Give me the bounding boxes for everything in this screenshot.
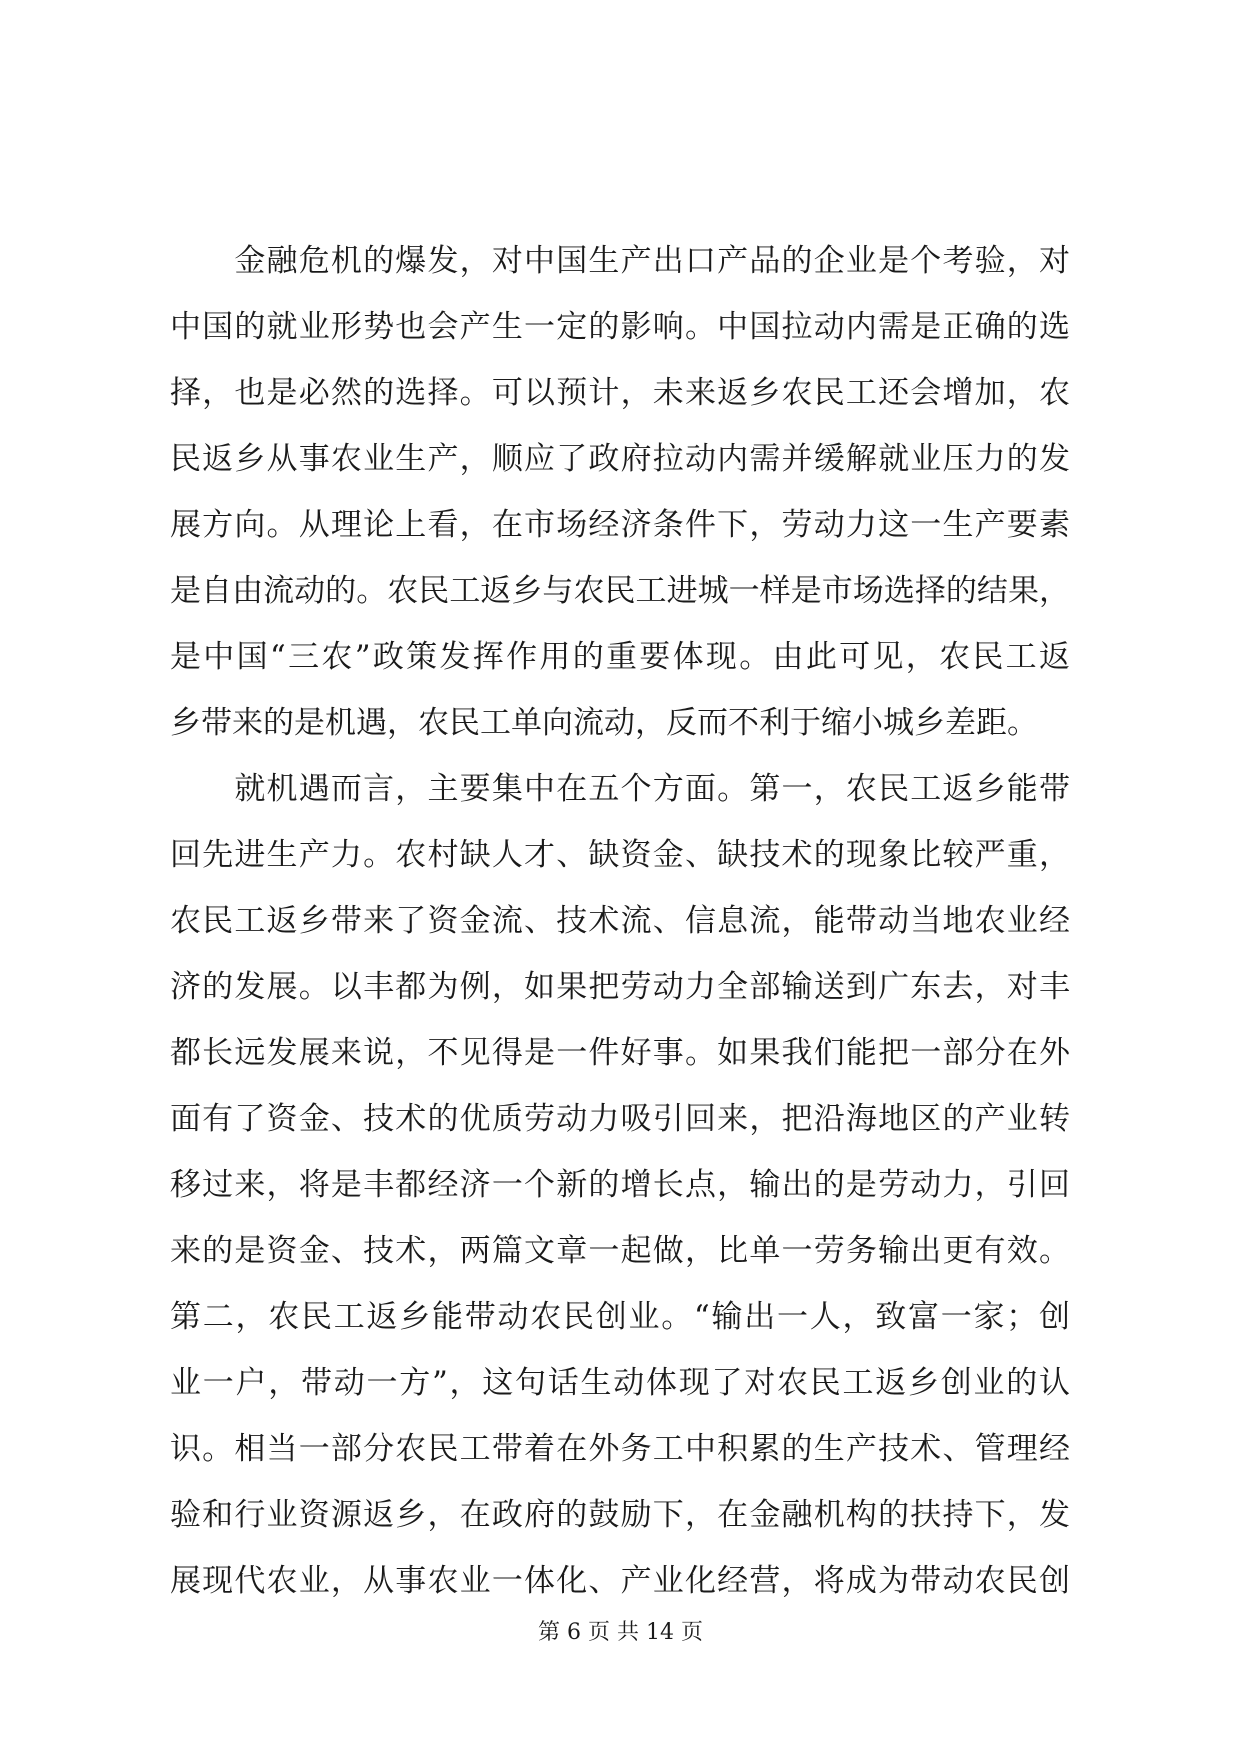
- text-line: 乡带来的是机遇，农民工单向流动，反而不利于缩小城乡差距。: [170, 705, 1038, 741]
- text-line: 移过来，将是丰都经济一个新的增长点，输出的是劳动力，引回: [170, 1167, 1070, 1203]
- text-line: 是自由流动的。农民工返乡与农民工进城一样是市场选择的结果，: [170, 573, 1070, 609]
- text-line: 都长远发展来说，不见得是一件好事。如果我们能把一部分在外: [170, 1035, 1070, 1071]
- body-text: [170, 228, 1070, 1614]
- text-line: 农民工返乡带来了资金流、技术流、信息流，能带动当地农业经: [170, 903, 1070, 939]
- text-line: 验和行业资源返乡，在政府的鼓励下，在金融机构的扶持下，发: [170, 1497, 1070, 1533]
- text-line: 面有了资金、技术的优质劳动力吸引回来，把沿海地区的产业转: [170, 1101, 1070, 1137]
- text-line: 金融危机的爆发，对中国生产出口产品的企业是个考验，对: [170, 243, 1070, 279]
- text-line: 展方向。从理论上看，在市场经济条件下，劳动力这一生产要素: [170, 507, 1070, 543]
- text-line: 济的发展。以丰都为例，如果把劳动力全部输送到广东去，对丰: [170, 969, 1070, 1005]
- text-line: 回先进生产力。农村缺人才、缺资金、缺技术的现象比较严重，: [170, 837, 1070, 873]
- text-line: 展现代农业，从事农业一体化、产业化经营，将成为带动农民创: [170, 1563, 1070, 1599]
- text-line: 择，也是必然的选择。可以预计，未来返乡农民工还会增加，农: [170, 375, 1070, 411]
- text-line: 民返乡从事农业生产，顺应了政府拉动内需并缓解就业压力的发: [170, 441, 1070, 477]
- text-line: 第二，农民工返乡能带动农民创业。“输出一人，致富一家；创: [170, 1299, 1070, 1335]
- text-line: 就机遇而言，主要集中在五个方面。第一，农民工返乡能带: [170, 771, 1070, 807]
- text-line: 识。相当一部分农民工带着在外务工中积累的生产技术、管理经: [170, 1431, 1070, 1467]
- text-line: 业一户，带动一方”，这句话生动体现了对农民工返乡创业的认: [170, 1365, 1070, 1401]
- text-line: 中国的就业形势也会产生一定的影响。中国拉动内需是正确的选: [170, 309, 1070, 345]
- page-number-footer: 第 6 页 共 14 页: [538, 1620, 703, 1645]
- text-line: 来的是资金、技术，两篇文章一起做，比单一劳务输出更有效。: [170, 1233, 1070, 1269]
- text-line: 是中国“三农”政策发挥作用的重要体现。由此可见，农民工返: [170, 639, 1070, 675]
